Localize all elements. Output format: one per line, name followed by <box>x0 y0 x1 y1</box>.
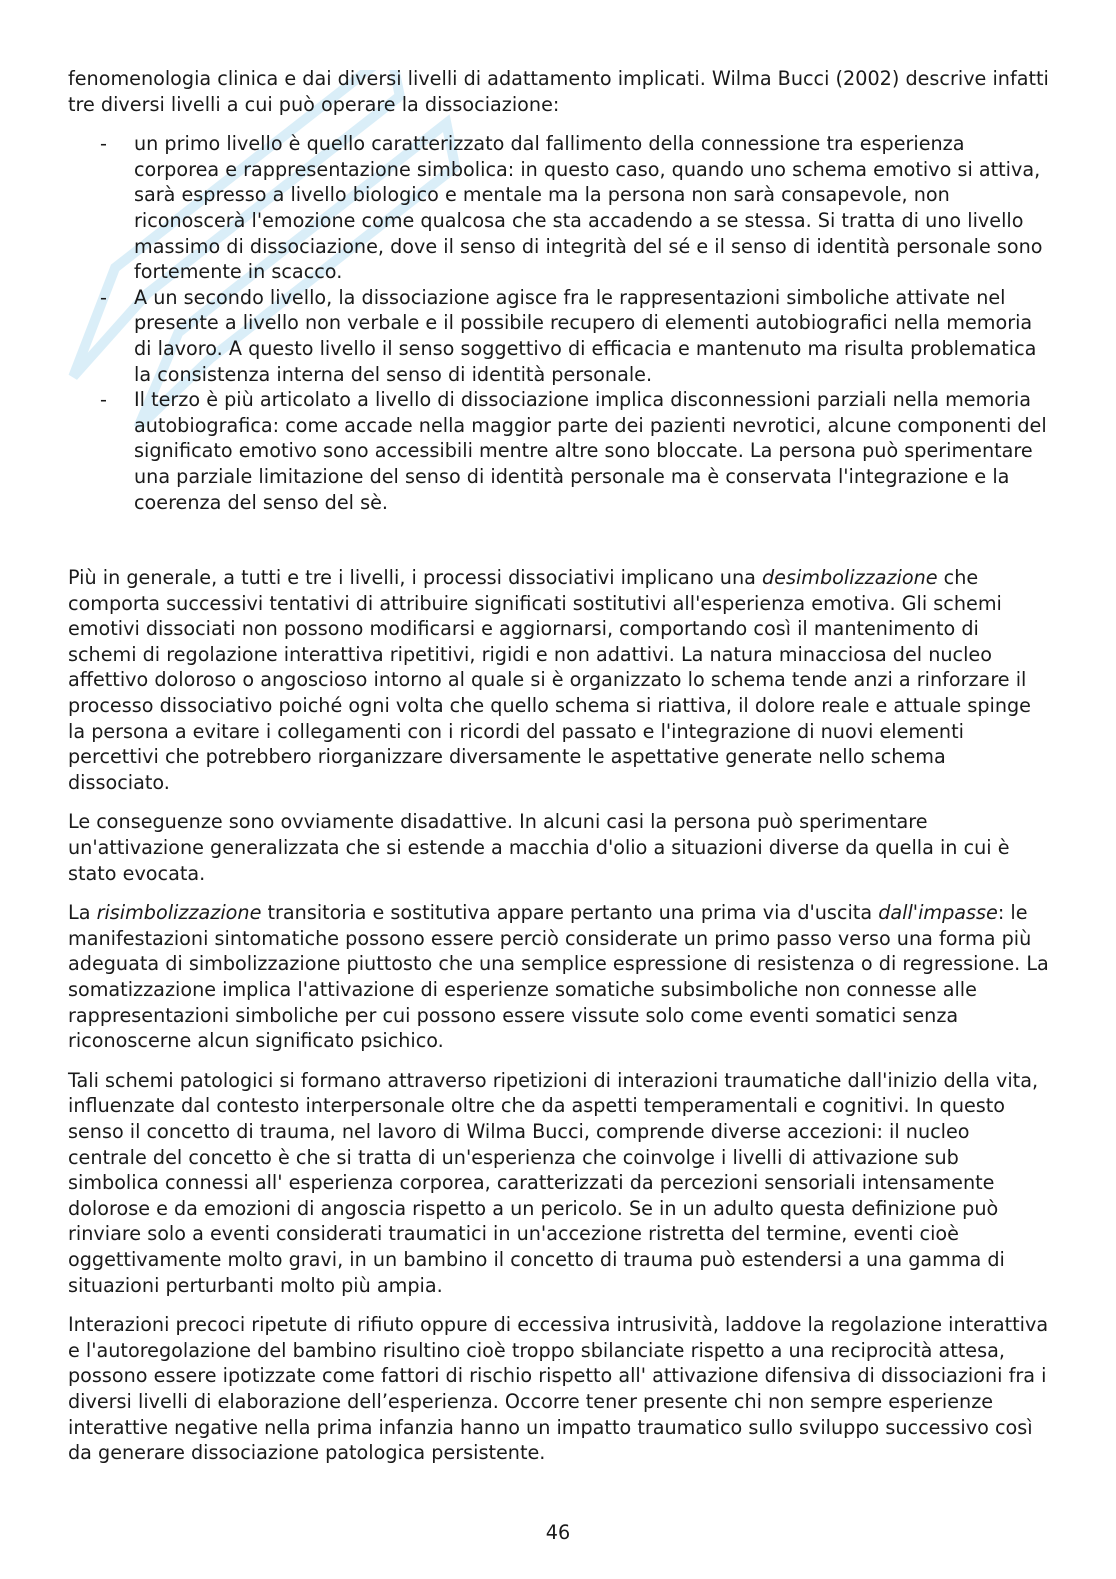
paragraph-consequences: Le conseguenze sono ovviamente disadattive. In alcuni casi la persona può sperimentare un'attivazione generalizzata che si estende a macchia d'olio a situazioni diverse da quella in cui è stato evocata. <box>68 810 1010 885</box>
list-item-text: A un secondo livello, la dissociazione agisce fra le rappresentazioni simboliche attivate nel presente a livello non verbale e il possibile recupero di elementi autobiografici nella memoria di lavoro. A questo livello il senso soggettivo di efficacia e mantenuto ma risulta problematica la consistenza interna del senso di identità personale. <box>134 285 1037 386</box>
text-run: transitoria e sostitutiva appare pertanto una prima via d'uscita <box>261 901 879 925</box>
list-bullet: - <box>100 285 107 309</box>
page-number: 46 <box>545 1521 571 1544</box>
text-run: Più in generale, a tutti e tre i livelli, i processi dissociativi implicano una <box>68 566 762 590</box>
paragraph-trauma: Tali schemi patologici si formano attraverso ripetizioni di interazioni traumatiche dall'inizio della vita, influenzate dal contesto interpersonale oltre che da aspetti temperamentali e cognitivi. In questo senso il concetto di trauma, nel lavoro di Wilma Bucci, comprende diverse accezioni: il nucleo centrale del concetto è che si tratta di un'esperienza che coinvolge i livelli di attivazione sub simbolica connessi all' esperienza corporea, caratterizzati da percezioni sensoriali intensamente dolorose e da emozioni di angoscia rispetto a un pericolo. Se in un adulto questa definizione può rinviare solo a eventi considerati traumatici in un'accezione ristretta del termine, eventi cioè oggettivamente molto gravi, in un bambino il concetto di trauma può estendersi a una gamma di situazioni perturbanti molto più ampia. <box>68 1068 1039 1297</box>
italic-term: desimbolizzazione <box>761 566 938 590</box>
text-run: che comporta successivi tentativi di attribuire significati sostitutivi all'esperienza emotiva. Gli schemi emotivi dissociati non possono modificarsi e aggiornarsi, comportando così il mantenimento di schemi di regolazione interattiva ripetitivi, rigidi e non adattivi. La natura minacciosa del nucleo affettivo doloroso o angoscioso intorno al quale si è organizzato lo schema tende anzi a rinforzare il processo dissociativo poiché ogni volta che quello schema si riattiva, il dolore reale e attuale spinge la persona a evitare i collegamenti con i ricordi del passato e l'integrazione di nuovi elementi percettivi che potrebbero riorganizzare diversamente le aspettative generate nello schema dissociato. <box>68 566 1031 794</box>
list-item <box>68 131 1052 285</box>
paragraph-resymbolization <box>68 900 1052 1054</box>
paragraph-early-interactions: Interazioni precoci ripetute di rifiuto oppure di eccessiva intrusività, laddove la regolazione interattiva e l'autoregolazione del bambino risultino cioè troppo sbilanciate rispetto a una reciprocità attesa, possono essere ipotizzate come fattori di rischio rispetto all' attivazione difensiva di dissociazioni fra i diversi livelli di elaborazione dell’esperienza. Occorre tener presente chi non sempre esperienze interattive negative nella prima infanzia hanno un impatto traumatico sullo sviluppo successivo così da generare dissociazione patologica persistente. <box>68 1313 1049 1465</box>
paragraph-desymbolization <box>68 565 1052 795</box>
text-run: : le manifestazioni sintomatiche possono essere perciò considerate un primo passo verso una forma più adeguata di simbolizzazione piuttosto che una semplice espressione di resistenza o di regressione. La somatizzazione implica l'attivazione di esperienze somatiche subsimboliche non connesse alle rappresentazioni simboliche per cui possono essere vissute solo come eventi somatici senza riconoscerne alcun significato psichico. <box>68 901 1049 1053</box>
list-item-text: un primo livello è quello caratterizzato dal fallimento della connessione tra esperienza corporea e rappresentazione simbolica: in questo caso, quando uno schema emotivo si attiva, sarà espresso a livello biologico e mentale ma la persona non sarà consapevole, non riconoscerà l'emozione come qualcosa che sta accadendo a se stessa. Si tratta di uno livello massimo di dissociazione, dove il senso di integrità del sé e il senso di identità personale sono fortemente in scacco. <box>134 132 1043 284</box>
intro-paragraph: fenomenologia clinica e dai diversi livelli di adattamento implicati. Wilma Bucci (2002) descrive infatti tre diversi livelli a cui può operare la dissociazione: <box>68 67 1049 116</box>
list-bullet: - <box>100 388 107 412</box>
italic-term: dall'impasse <box>878 901 998 925</box>
list-item <box>68 285 1052 387</box>
dissociation-levels-list <box>68 131 1052 515</box>
text-run: La <box>68 901 97 925</box>
list-item-text: Il terzo è più articolato a livello di dissociazione implica disconnessioni parziali nella memoria autobiografica: come accade nella maggior parte dei pazienti nevrotici, alcune componenti del significato emotivo sono accessibili mentre altre sono bloccate. La persona può sperimentare una parziale limitazione del senso di identità personale ma è conservata l'integrazione e la coerenza del senso del sè. <box>134 388 1047 514</box>
list-bullet: - <box>100 132 107 156</box>
italic-term: risimbolizzazione <box>96 901 262 925</box>
page-content <box>68 66 1052 1480</box>
list-item <box>68 387 1052 515</box>
